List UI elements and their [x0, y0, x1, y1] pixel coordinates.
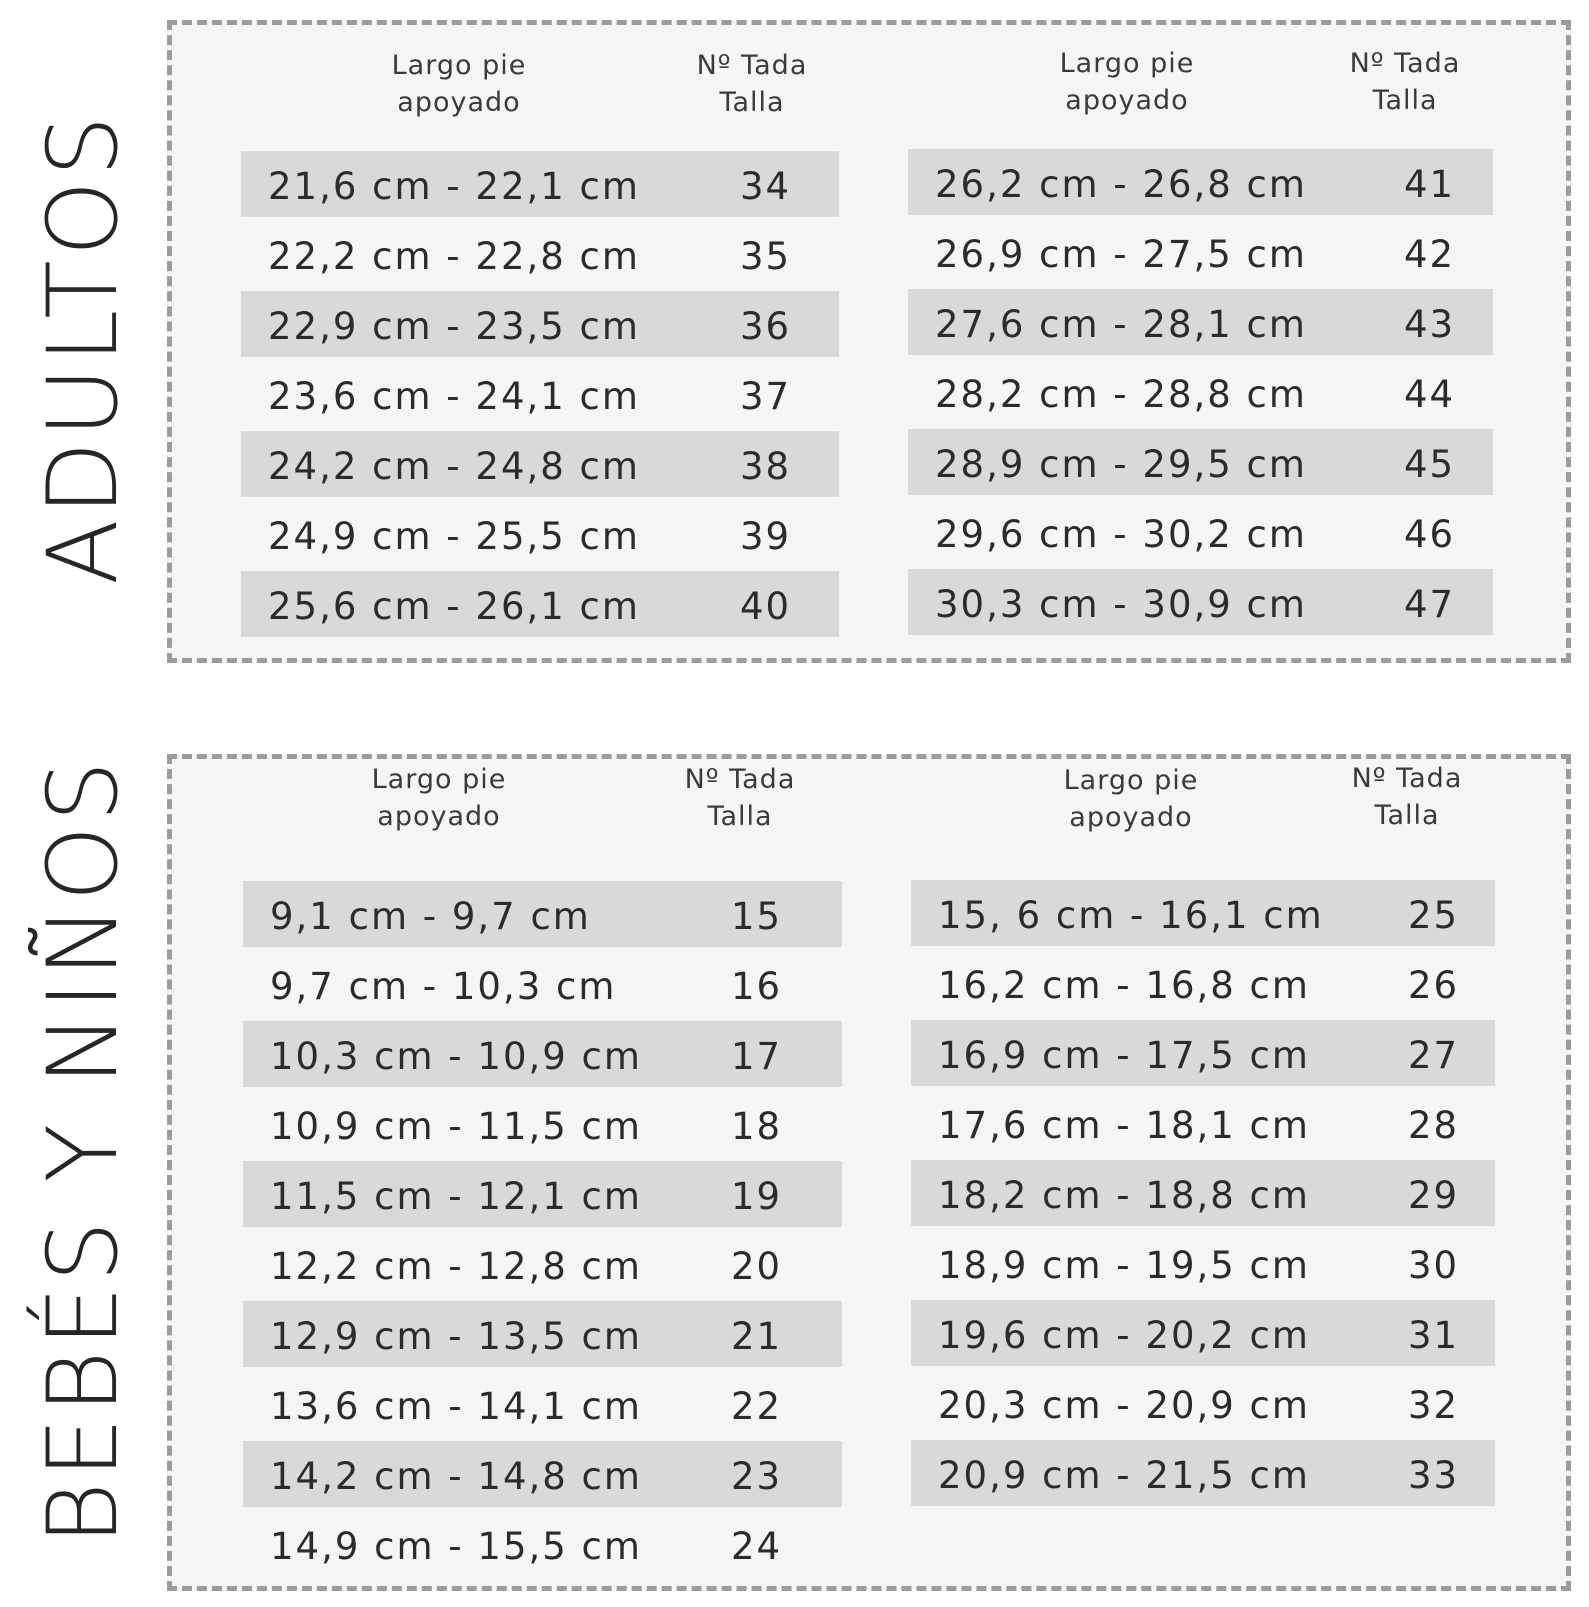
table-row: [243, 1091, 842, 1157]
shoe-size: 42: [1404, 233, 1456, 276]
shoe-size: 20: [731, 1245, 783, 1288]
shoe-size: 19: [731, 1175, 783, 1218]
table-row: [241, 431, 839, 497]
shoe-size: 43: [1404, 303, 1456, 346]
column-header-size: Nº Tada Talla: [1349, 48, 1461, 116]
kids-size-table: [167, 754, 1571, 1591]
foot-length-range: 27,6 cm - 28,1 cm: [935, 303, 1307, 346]
size-column: [908, 149, 1493, 626]
column-header-size: Nº Tada Talla: [696, 50, 808, 118]
table-row: [241, 571, 839, 637]
foot-length-range: 15, 6 cm - 16,1 cm: [938, 894, 1324, 937]
shoe-size: 41: [1404, 163, 1456, 206]
size-column: [241, 151, 839, 628]
table-row: [243, 1441, 842, 1507]
shoe-size: 39: [740, 515, 792, 558]
table-row: [243, 1161, 842, 1227]
table-row: [243, 1511, 842, 1577]
foot-length-range: 26,2 cm - 26,8 cm: [935, 163, 1307, 206]
shoe-size: 30: [1408, 1244, 1460, 1287]
foot-length-range: 22,2 cm - 22,8 cm: [268, 235, 640, 278]
shoe-size: 33: [1408, 1454, 1460, 1497]
foot-length-range: 16,2 cm - 16,8 cm: [938, 964, 1310, 1007]
table-row: [243, 951, 842, 1017]
column-header-foot-length: Largo pie apoyado: [1059, 48, 1195, 116]
shoe-size: 15: [731, 895, 783, 938]
shoe-size: 34: [740, 165, 792, 208]
table-row: [911, 1440, 1495, 1506]
column-header-foot-length: Largo pie apoyado: [1063, 765, 1199, 833]
table-row: [908, 429, 1493, 495]
foot-length-range: 24,2 cm - 24,8 cm: [268, 445, 640, 488]
shoe-size: 31: [1408, 1314, 1460, 1357]
shoe-size: 27: [1408, 1034, 1460, 1077]
table-row: [243, 1231, 842, 1297]
foot-length-range: 19,6 cm - 20,2 cm: [938, 1314, 1310, 1357]
column-header-size: Nº Tada Talla: [1351, 763, 1463, 831]
shoe-size: 44: [1404, 373, 1456, 416]
shoe-size: 23: [731, 1455, 783, 1498]
foot-length-range: 28,2 cm - 28,8 cm: [935, 373, 1307, 416]
shoe-size: 47: [1404, 583, 1456, 626]
table-row: [243, 1371, 842, 1437]
table-row: [243, 1301, 842, 1367]
shoe-size: 21: [731, 1315, 783, 1358]
foot-length-range: 12,9 cm - 13,5 cm: [270, 1315, 642, 1358]
table-row: [911, 950, 1495, 1016]
shoe-size: 26: [1408, 964, 1460, 1007]
foot-length-range: 20,3 cm - 20,9 cm: [938, 1384, 1310, 1427]
size-column: [911, 880, 1495, 1497]
foot-length-range: 9,1 cm - 9,7 cm: [270, 895, 591, 938]
shoe-size: 29: [1408, 1174, 1460, 1217]
foot-length-range: 9,7 cm - 10,3 cm: [270, 965, 617, 1008]
foot-length-range: 17,6 cm - 18,1 cm: [938, 1104, 1310, 1147]
foot-length-range: 14,9 cm - 15,5 cm: [270, 1525, 642, 1568]
shoe-size: 18: [731, 1105, 783, 1148]
foot-length-range: 11,5 cm - 12,1 cm: [270, 1175, 642, 1218]
shoe-size: 46: [1404, 513, 1456, 556]
table-row: [243, 881, 842, 947]
shoe-size: 22: [731, 1385, 783, 1428]
table-row: [241, 501, 839, 567]
shoe-size: 37: [740, 375, 792, 418]
foot-length-range: 30,3 cm - 30,9 cm: [935, 583, 1307, 626]
foot-length-range: 21,6 cm - 22,1 cm: [268, 165, 640, 208]
shoe-size: 36: [740, 305, 792, 348]
table-row: [241, 361, 839, 427]
column-header-foot-length: Largo pie apoyado: [371, 764, 507, 832]
foot-length-range: 20,9 cm - 21,5 cm: [938, 1454, 1310, 1497]
shoe-size: 32: [1408, 1384, 1460, 1427]
table-row: [908, 359, 1493, 425]
foot-length-range: 16,9 cm - 17,5 cm: [938, 1034, 1310, 1077]
table-row: [911, 1230, 1495, 1296]
foot-length-range: 18,9 cm - 19,5 cm: [938, 1244, 1310, 1287]
foot-length-range: 22,9 cm - 23,5 cm: [268, 305, 640, 348]
table-row: [911, 1090, 1495, 1156]
shoe-size: 35: [740, 235, 792, 278]
shoe-size: 38: [740, 445, 792, 488]
shoe-size: 17: [731, 1035, 783, 1078]
shoe-size: 24: [731, 1525, 783, 1568]
foot-length-range: 13,6 cm - 14,1 cm: [270, 1385, 642, 1428]
shoe-size: 40: [740, 585, 792, 628]
section-title-adultos: ADULTOS: [27, 111, 139, 585]
table-row: [241, 151, 839, 217]
table-row: [908, 569, 1493, 635]
foot-length-range: 10,3 cm - 10,9 cm: [270, 1035, 642, 1078]
table-row: [241, 221, 839, 287]
foot-length-range: 29,6 cm - 30,2 cm: [935, 513, 1307, 556]
foot-length-range: 26,9 cm - 27,5 cm: [935, 233, 1307, 276]
table-row: [241, 291, 839, 357]
table-row: [911, 1160, 1495, 1226]
size-column: [243, 881, 842, 1568]
foot-length-range: 10,9 cm - 11,5 cm: [270, 1105, 642, 1148]
table-row: [911, 1370, 1495, 1436]
foot-length-range: 24,9 cm - 25,5 cm: [268, 515, 640, 558]
adult-size-table: [167, 20, 1571, 663]
column-header-size: Nº Tada Talla: [684, 764, 796, 832]
table-row: [911, 1020, 1495, 1086]
table-row: [908, 289, 1493, 355]
shoe-size: 25: [1408, 894, 1460, 937]
foot-length-range: 18,2 cm - 18,8 cm: [938, 1174, 1310, 1217]
foot-length-range: 28,9 cm - 29,5 cm: [935, 443, 1307, 486]
section-title-ninos: BEBÉS Y NIÑOS: [27, 756, 139, 1545]
foot-length-range: 12,2 cm - 12,8 cm: [270, 1245, 642, 1288]
foot-length-range: 14,2 cm - 14,8 cm: [270, 1455, 642, 1498]
shoe-size: 45: [1404, 443, 1456, 486]
table-row: [908, 499, 1493, 565]
foot-length-range: 25,6 cm - 26,1 cm: [268, 585, 640, 628]
column-header-foot-length: Largo pie apoyado: [391, 50, 527, 118]
shoe-size: 28: [1408, 1104, 1460, 1147]
table-row: [911, 1300, 1495, 1366]
shoe-size: 16: [731, 965, 783, 1008]
foot-length-range: 23,6 cm - 24,1 cm: [268, 375, 640, 418]
table-row: [911, 880, 1495, 946]
table-row: [908, 149, 1493, 215]
table-row: [243, 1021, 842, 1087]
table-row: [908, 219, 1493, 285]
